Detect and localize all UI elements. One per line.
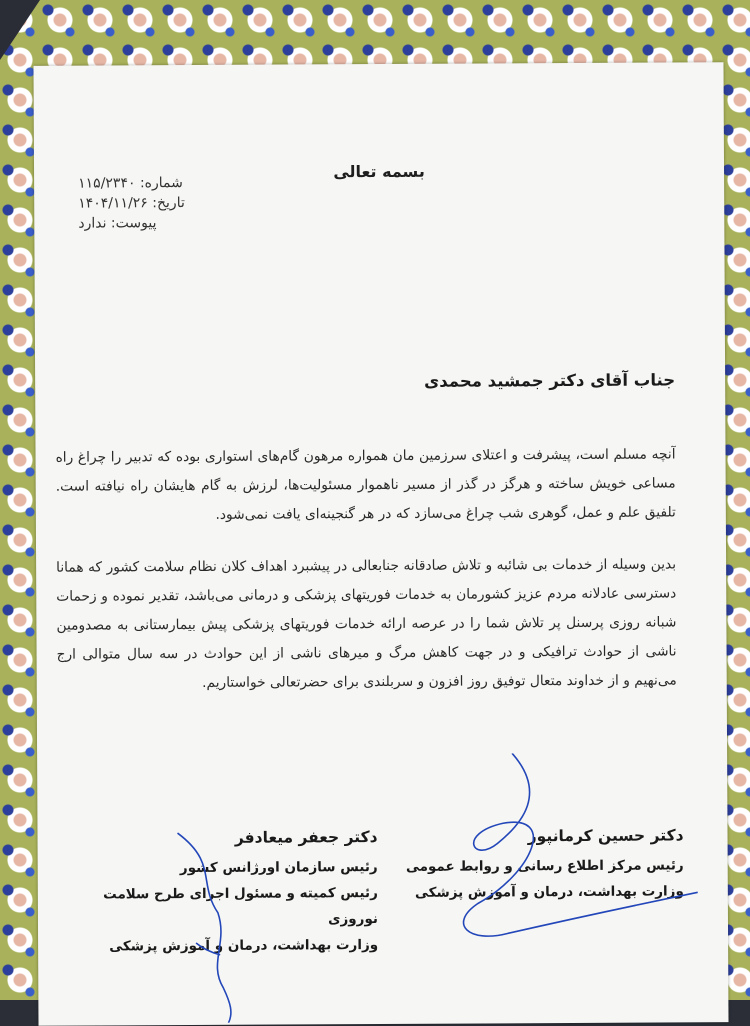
signature-mark-right: [437, 752, 698, 973]
signatory-title-right-2: وزارت بهداشت، درمان و آموزش پزشکی: [414, 883, 684, 901]
letter-number: شماره: ۱۱۵/۲۳۴۰: [78, 175, 183, 192]
signatory-title-left-2: رئیس کمیته و مسئول اجرای طرح سلامت نوروزی: [103, 885, 379, 928]
letter-date: تاریخ: ۱۴۰۴/۱۱/۲۶: [78, 195, 185, 212]
signature-mark-left: [167, 823, 248, 1023]
signatory-title-left-3: وزارت بهداشت، درمان و آموزش پزشکی: [109, 937, 379, 955]
letter-paper: [33, 62, 728, 1026]
recipient: جناب آقای دکتر جمشید محمدی: [424, 370, 676, 391]
letter-attachment: پیوست: ندارد: [78, 215, 157, 232]
body-paragraph-1: آنچه مسلم است، پیشرفت و اعتلای سرزمین مان همواره مرهون گام‌های استواری بوده که تدبیر را چراغ راه مساعی خویش ساخته و هرگز در گذر از مسیر ناهموار مسئولیت‌ها، لرزش به گام هایشان راه نیافته است. تلفیق علم و عمل، گوهری شب چراغ می‌سازد که در هر گنجینه‌ای یافت نمی‌شود.: [55, 446, 676, 523]
letter-heading: بسمه تعالی: [333, 161, 425, 182]
body-paragraph-2: بدین وسیله از خدمات بی شائبه و تلاش صادقانه جنابعالی در پیشبرد اهداف کلان نظام سلامت کشور که همانا دسترسی عادلانه مردم عزیز کشورمان به خدمات فوریتهای پزشکی و درمانی می‌باشد، تقدیر نموده و زحمات شبانه روزی پرسنل پر تلاش شما را در عرصه ارائه خدمات فوریتهای پزشکی پیش بیمارستانی به مصدومین ناشی از حوادث ترافیکی و در جهت کاهش مرگ و میرهای ناشی از این حوادث در سه سال متوالی ارج می‌نهیم و از خداوند متعال توفیق روز افزون و سربلندی برای حضرتعالی خواستاریم.: [56, 556, 677, 691]
signatory-name-left: دکتر جعفر میعادفر: [234, 828, 378, 847]
signatory-name-right: دکتر حسین کرمانپور: [527, 826, 684, 846]
signatory-title-right-1: رئیس مرکز اطلاع رسانی و روابط عمومی: [405, 857, 684, 875]
signatory-title-left-1: رئیس سازمان اورژانس کشور: [179, 859, 378, 877]
letter-meta: [78, 172, 318, 233]
